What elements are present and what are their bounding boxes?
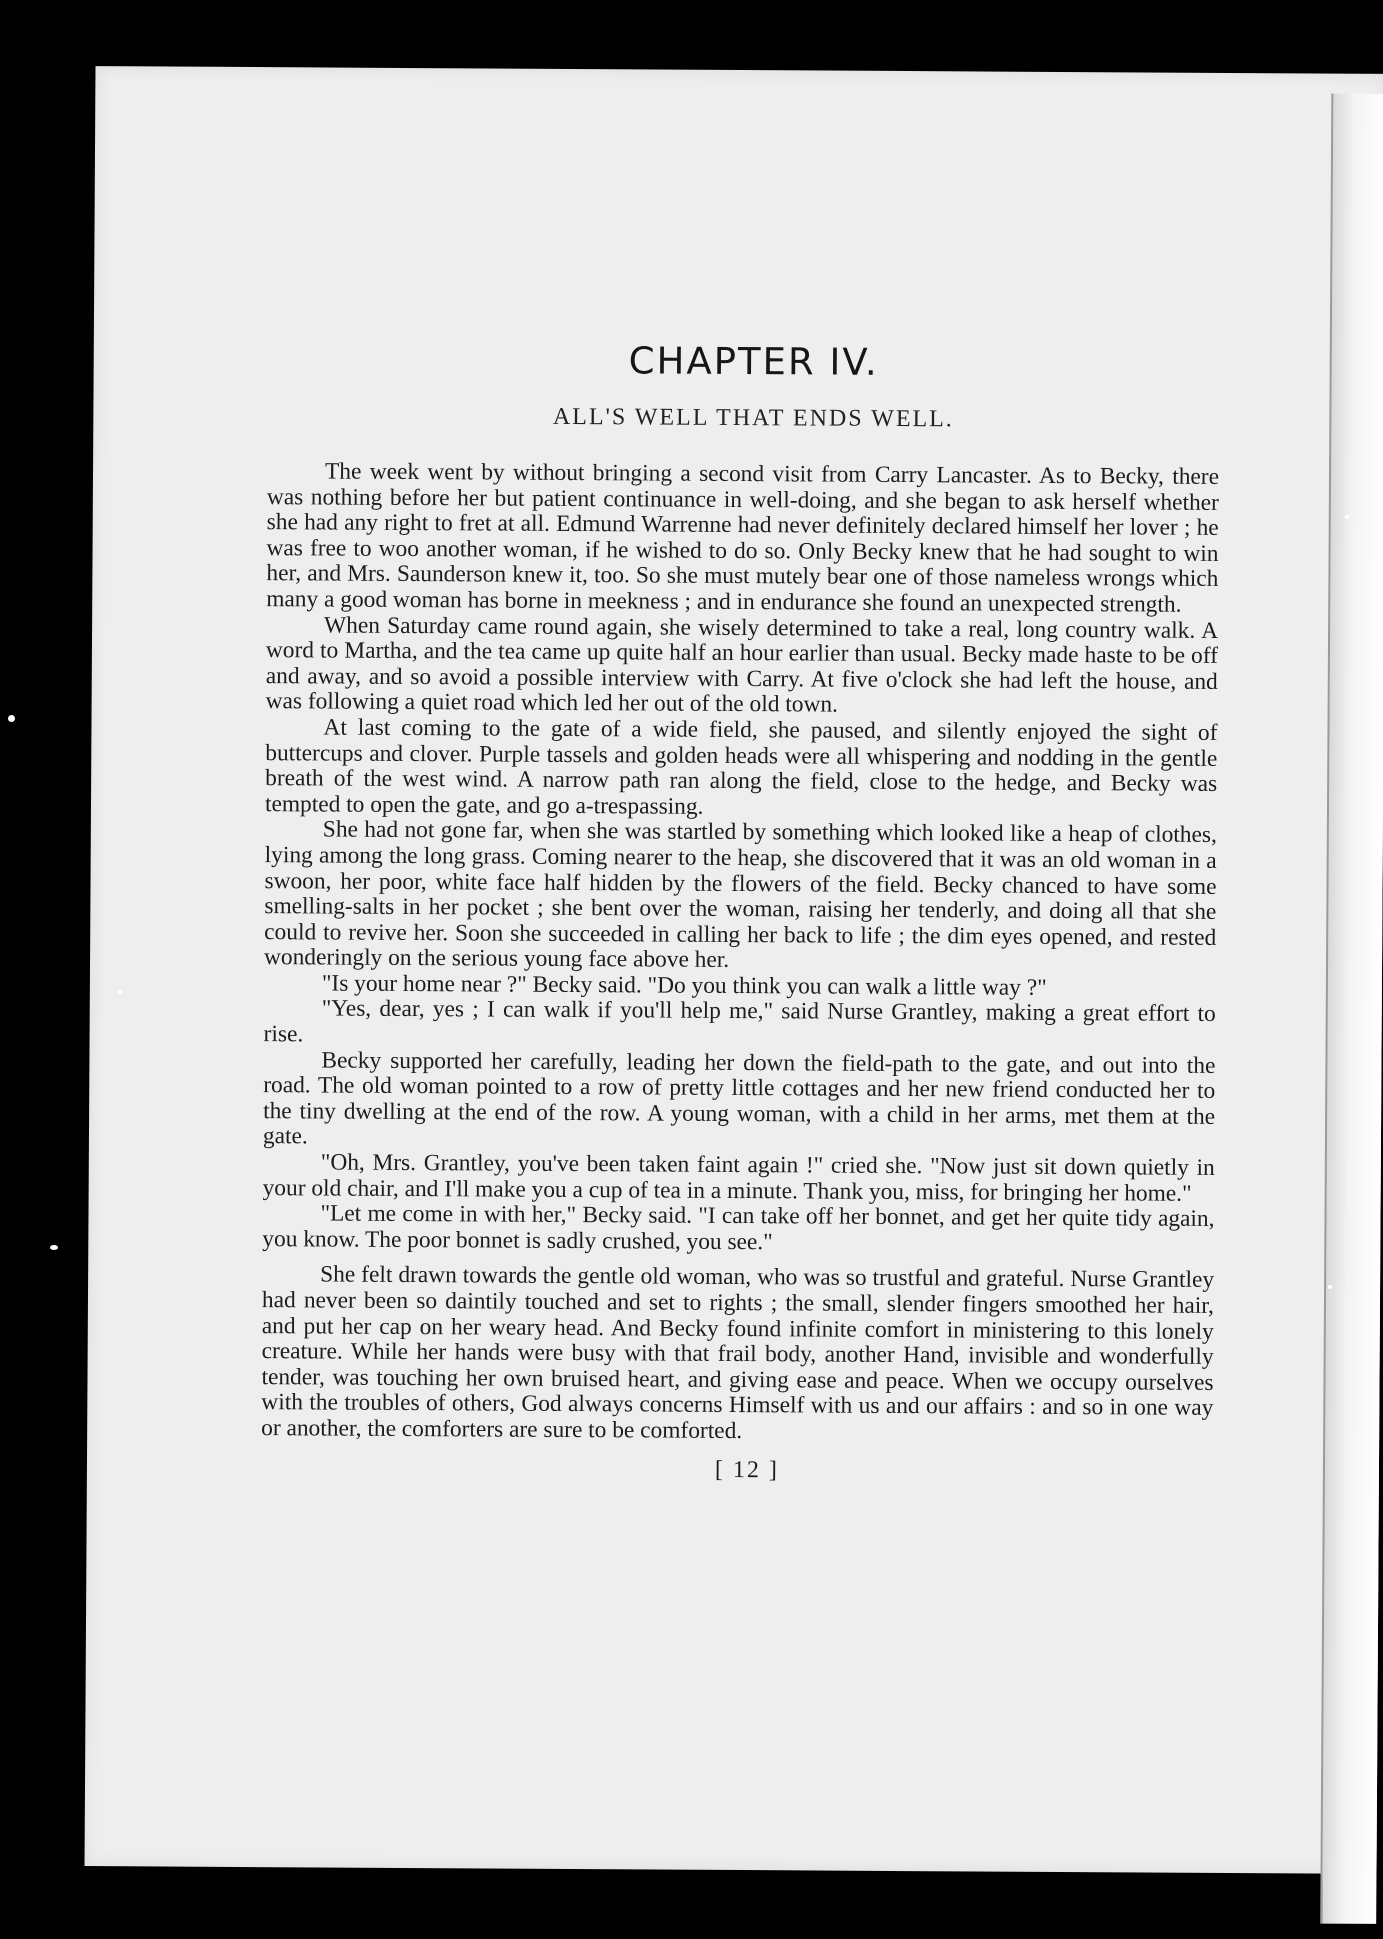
paragraph: At last coming to the gate of a wide field, she paused, and silently enjoyed the sight of buttercups and clover. Purple tassels and golden heads were all whispering and nodding in the gentle breath of the west wind. A narrow path ran along the field, close to the hedge, and Becky was tempted to open the gate, and go a-trespassing. xyxy=(264,714,1218,820)
page-edge xyxy=(1320,94,1383,1924)
paragraph: When Saturday came round again, she wisely determined to take a real, long country walk. A word to Martha, and the tea came up quite half an hour earlier than usual. Becky made haste to be off and away, and so avoid a possible interview with Carry. At five o'clock she had left the house, and was following a quiet road which led her out of the old town. xyxy=(265,612,1219,718)
page-number: [ 12 ] xyxy=(714,1456,780,1483)
paragraph: "Is your home near ?" Becky said. "Do you think you can walk a little way ?" xyxy=(321,970,1047,1001)
page-content xyxy=(261,267,1220,1486)
scan-speck xyxy=(1328,1285,1332,1289)
book-page xyxy=(85,66,1383,1874)
paragraph: "Yes, dear, yes ; I can walk if you'll help me," said Nurse Grantley, making a great effort to rise. xyxy=(263,995,1216,1048)
scan-speck xyxy=(8,715,15,722)
paragraph: The week went by without bringing a second visit from Carry Lancaster. As to Becky, there was nothing before her but patient continuance in well-doing, and she began to ask herself whether she had any right to fret at all. Edmund Warrenne had never definitely declared himself her lover ; he was free to woo another woman, if he wished to do so. Only Becky knew that he had sought to win her, and Mrs. Saunderson knew it, too. So she must mutely bear one of those nameless wrongs which many a good woman has borne in meekness ; and in endurance she found an unexpected strength. xyxy=(266,458,1220,618)
scan-speck xyxy=(1345,515,1349,519)
chapter-subtitle: ALL'S WELL THAT ENDS WELL. xyxy=(552,403,954,433)
scan-speck xyxy=(118,990,122,994)
paragraph: "Oh, Mrs. Grantley, you've been taken faint again !" cried she. "Now just sit down quietly in your old chair, and I'll make you a cup of tea in a minute. Thank you, miss, for bringing her home." xyxy=(262,1149,1215,1207)
paragraph: She felt drawn towards the gentle old woman, who was so trustful and grateful. Nurse Grantley had never been so daintily touched and set to rights ; the small, slender fingers smoothed her hair, and put her cap on her weary head. And Becky found infinite comfort in ministering to this lonely creature. While her hands were busy with that frail body, another Hand, invisible and wonderfully tender, was touching her own bruised heart, and giving ease and peace. When we occupy ourselves with the troubles of others, God always concerns Himself with us and our affairs : and so in one way or another, the comforters are sure to be comforted. xyxy=(261,1261,1215,1445)
scan-speck xyxy=(50,1245,58,1250)
paragraph: She had not gone far, when she was startled by something which looked like a heap of clothes, lying among the long grass. Coming nearer to the heap, she discovered that it was an old woman in a swoon, her poor, white face half hidden by the flowers of the field. Becky chanced to have some smelling-salts in her pocket ; she bent over the woman, raising her tenderly, and doing all that she could to revive her. Soon she succeeded in calling her back to life ; the dim eyes opened, and rested wonderingly on the serious young face above her. xyxy=(263,816,1217,974)
chapter-heading: CHAPTER IV. xyxy=(628,339,879,384)
paragraph: Becky supported her carefully, leading her down the field-path to the gate, and out into the road. The old woman pointed to a row of pretty little cottages and her new friend conducted her to the tiny dwelling at the end of the row. A young woman, with a child in her arms, met them at the gate. xyxy=(262,1047,1216,1150)
paragraph: "Let me come in with her," Becky said. "I can take off her bonnet, and get her quite tidy again, you know. The poor bonnet is sadly crushed, you see." xyxy=(262,1200,1215,1256)
